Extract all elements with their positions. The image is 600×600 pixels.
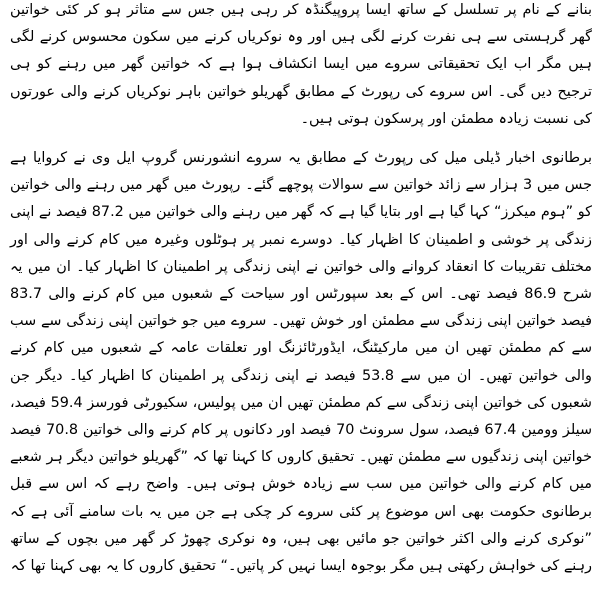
article-paragraph-1: بنانے کے نام پر تسلسل کے ساتھ ایسا پروپیگنڈہ کر رہی ہیں جس سے متاثر ہو کر کئی خواتین گھر گرہستی سے ہی نفرت کرنے لگی ہیں اور وہ نوکریاں کرنے میں سکون محسوس کرنے لگی ہیں مگر اب ایک تحقیقاتی سروے میں ایسا انکشاف ہوا ہے کہ خواتین گھر میں رہنے کو ہی ترجیح دیں گی۔ اس سروے کی رپورٹ کے مطابق گھریلو خواتین باہر نوکریاں کرنے والی عورتوں کی نسبت زیادہ مطمئن اور پرسکون ہوتی ہیں۔: [10, 2, 592, 127]
article-paragraph-2: برطانوی اخبار ڈیلی میل کی رپورٹ کے مطابق یہ سروے انشورنس گروپ ایل وی نے کروایا ہے جس میں 3 ہزار سے زائد خواتین سے سوالات پوچھے گئے۔ رپورٹ میں گھر میں رہنے والی خواتین کو ”ہوم میکرز“ کہا گیا ہے اور بتایا گیا ہے کہ گھر میں رہنے والی خواتین میں 87.2 فیصد نے اپنی زندگی پر خوشی و اطمینان کا اظہار کیا۔ دوسرے نمبر پر ہوٹلوں وغیرہ میں کام کرنے والی اور مختلف تقریبات کا انعقاد کروانے والی خواتین نے اپنی زندگی پر اطمینان کا اظہار کیا۔ ان میں یہ شرح 86.9 فیصد تھی۔ اس کے بعد سپورٹس اور سیاحت کے شعبوں میں کام کرنے والی 83.7 فیصد خواتین اپنی زندگی سے مطمئن اور خوش تھیں۔ سروے میں جو خواتین اپنی زندگی سے سب سے کم مطمئن تھیں ان میں مارکیٹنگ، ایڈورٹائزنگ اور تعلقات عامہ کے شعبوں میں کام کرنے والی خواتین تھیں۔ ان میں سے 53.8 فیصد نے اپنی زندگی پر اطمینان کا اظہار کیا۔ دیگر جن شعبوں کی خواتین اپنی زندگی سے کم مطمئن تھیں ان میں پولیس، سکیورٹی فورسز 59.4 فیصد، سیلز وومین 67.4 فیصد، سول سرونٹ 70 فیصد اور دکانوں پر کام کرنے والی خواتین 70.8 فیصد خواتین اپنی زندگیوں سے مطمئن تھیں۔ تحقیق کاروں کا کہنا تھا کہ ”گھریلو خواتین دیگر ہر شعبے میں کام کرنے والی خواتین میں سب سے زیادہ خوش ہوتی ہیں۔ واضح رہے کہ اس سے قبل برطانوی حکومت بھی اس موضوع پر کئی سروے کر چکی ہے جن میں یہ بات سامنے آئی ہے کہ ”نوکری کرنے والی اکثر خواتین جو مائیں بھی ہیں، وہ نوکری چھوڑ کر گھر میں بچوں کے ساتھ رہنے کی خواہش رکھتی ہیں مگر بوجوہ ایسا نہیں کر پاتیں۔“ تحقیق کاروں کا یہ بھی کہنا تھا کہ: [10, 150, 592, 575]
